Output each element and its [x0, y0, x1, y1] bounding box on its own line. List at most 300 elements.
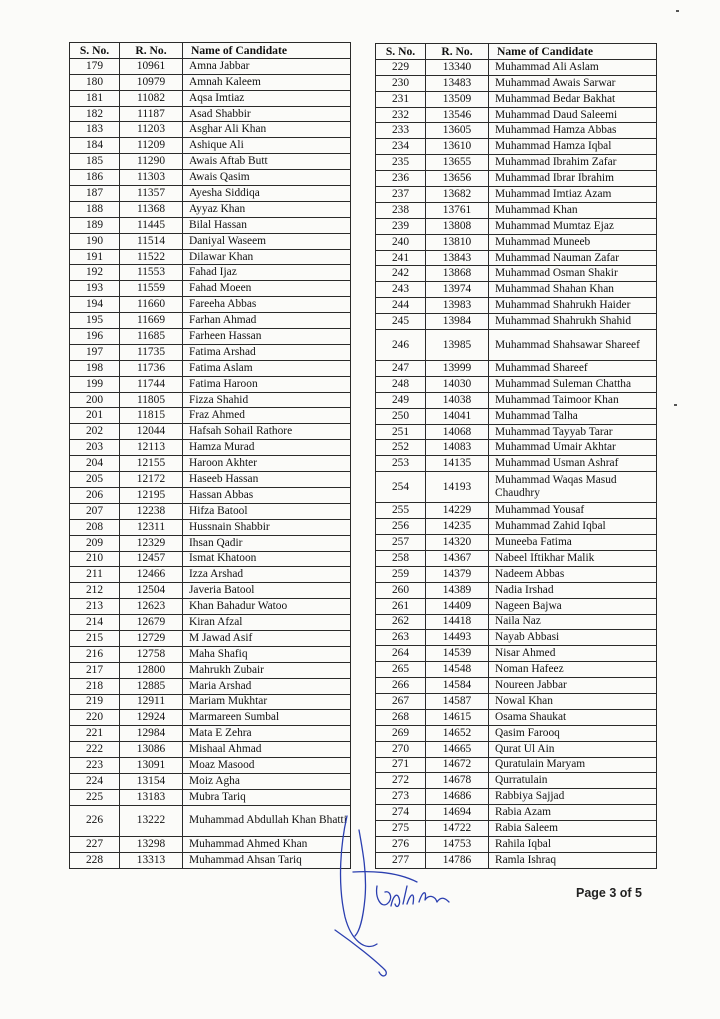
table-row: [70, 615, 351, 631]
sno-cell: 212: [70, 583, 120, 599]
candidate-name-cell: Fatima Aslam: [183, 360, 351, 376]
candidate-name-cell: Muhammad Awais Sarwar: [489, 75, 657, 91]
candidate-name-cell: Fizza Shahid: [183, 392, 351, 408]
header-sno: S. No.: [70, 43, 120, 59]
rno-cell: 14038: [426, 392, 489, 408]
sno-cell: 185: [70, 154, 120, 170]
sno-cell: 256: [376, 519, 426, 535]
table-row: [70, 694, 351, 710]
table-row: [70, 440, 351, 456]
candidate-name-cell: Mahrukh Zubair: [183, 662, 351, 678]
table-row: [376, 123, 657, 139]
table-row: [376, 218, 657, 234]
table-row: [376, 566, 657, 582]
candidate-name-cell: Fraz Ahmed: [183, 408, 351, 424]
candidate-name-cell: Haseeb Hassan: [183, 472, 351, 488]
table-row: [376, 709, 657, 725]
rno-cell: 14193: [426, 472, 489, 503]
candidate-name-cell: Nowal Khan: [489, 693, 657, 709]
rno-cell: 12800: [120, 662, 183, 678]
candidate-name-cell: Muhammad Muneeb: [489, 234, 657, 250]
rno-cell: 13843: [426, 250, 489, 266]
rno-cell: 11736: [120, 360, 183, 376]
candidate-name-cell: Nageen Bajwa: [489, 598, 657, 614]
candidate-name-cell: Dilawar Khan: [183, 249, 351, 265]
candidate-name-cell: Muhammad Shahrukh Haider: [489, 298, 657, 314]
sno-cell: 224: [70, 773, 120, 789]
rno-cell: 12311: [120, 519, 183, 535]
table-row: [376, 91, 657, 107]
sno-cell: 238: [376, 202, 426, 218]
candidate-name-cell: Qasim Farooq: [489, 725, 657, 741]
table-row: [70, 678, 351, 694]
sno-cell: 273: [376, 789, 426, 805]
table-row: [376, 678, 657, 694]
rno-cell: 14548: [426, 662, 489, 678]
rno-cell: 13340: [426, 59, 489, 75]
sno-cell: 257: [376, 535, 426, 551]
table-row: [70, 472, 351, 488]
sno-cell: 241: [376, 250, 426, 266]
table-row: [70, 805, 351, 836]
candidate-name-cell: Rabia Azam: [489, 805, 657, 821]
rno-cell: 13656: [426, 171, 489, 187]
table-row: [376, 234, 657, 250]
table-row: [376, 107, 657, 123]
rno-cell: 11368: [120, 201, 183, 217]
candidate-name-cell: Muhammad Taimoor Khan: [489, 392, 657, 408]
candidate-name-cell: Fahad Moeen: [183, 281, 351, 297]
candidate-table-left: [69, 42, 351, 869]
sno-cell: 253: [376, 456, 426, 472]
candidate-name-cell: Fatima Arshad: [183, 344, 351, 360]
table-row: [70, 424, 351, 440]
rno-cell: 12466: [120, 567, 183, 583]
candidate-name-cell: Aqsa Imtiaz: [183, 90, 351, 106]
sno-cell: 252: [376, 440, 426, 456]
candidate-name-cell: Muhammad Hamza Abbas: [489, 123, 657, 139]
scan-speck: [676, 10, 679, 12]
table-row: [70, 710, 351, 726]
sno-cell: 275: [376, 821, 426, 837]
candidate-name-cell: Awais Aftab Butt: [183, 154, 351, 170]
candidate-name-cell: Muhammad Shahan Khan: [489, 282, 657, 298]
sno-cell: 255: [376, 503, 426, 519]
sno-cell: 210: [70, 551, 120, 567]
sno-cell: 248: [376, 376, 426, 392]
table-row: [70, 773, 351, 789]
sno-cell: 222: [70, 742, 120, 758]
sno-cell: 264: [376, 646, 426, 662]
candidate-name-cell: Muhammad Tayyab Tarar: [489, 424, 657, 440]
rno-cell: 11735: [120, 344, 183, 360]
scan-speck: [674, 404, 677, 406]
table-row: [70, 265, 351, 281]
rno-cell: 14320: [426, 535, 489, 551]
sno-cell: 188: [70, 201, 120, 217]
table-row: [376, 773, 657, 789]
sno-cell: 227: [70, 836, 120, 852]
candidate-name-cell: Rabbiya Sajjad: [489, 789, 657, 805]
rno-cell: 11559: [120, 281, 183, 297]
rno-cell: 13313: [120, 852, 183, 868]
rno-cell: 11685: [120, 329, 183, 345]
sno-cell: 237: [376, 187, 426, 203]
table-row: [70, 376, 351, 392]
table-row: [70, 138, 351, 154]
candidate-name-cell: Farheen Hassan: [183, 329, 351, 345]
rno-cell: 13682: [426, 187, 489, 203]
table-row: [376, 535, 657, 551]
table-row: [70, 836, 351, 852]
rno-cell: 10979: [120, 74, 183, 90]
rno-cell: 13091: [120, 758, 183, 774]
sno-cell: 267: [376, 693, 426, 709]
rno-cell: 13483: [426, 75, 489, 91]
candidate-name-cell: Fahad Ijaz: [183, 265, 351, 281]
table-row: [70, 852, 351, 868]
table-row: [376, 503, 657, 519]
sno-cell: 182: [70, 106, 120, 122]
sno-cell: 180: [70, 74, 120, 90]
rno-cell: 12924: [120, 710, 183, 726]
rno-cell: 12155: [120, 456, 183, 472]
rno-cell: 14135: [426, 456, 489, 472]
rno-cell: 14229: [426, 503, 489, 519]
table-row: [70, 630, 351, 646]
sno-cell: 206: [70, 487, 120, 503]
rno-cell: 14722: [426, 821, 489, 837]
candidate-name-cell: Ayesha Siddiqa: [183, 186, 351, 202]
sno-cell: 200: [70, 392, 120, 408]
candidate-name-cell: Muhammad Ibrar Ibrahim: [489, 171, 657, 187]
rno-cell: 12238: [120, 503, 183, 519]
rno-cell: 10961: [120, 58, 183, 74]
candidate-name-cell: Muneeba Fatima: [489, 535, 657, 551]
table-row: [70, 487, 351, 503]
sno-cell: 231: [376, 91, 426, 107]
sno-cell: 240: [376, 234, 426, 250]
rno-cell: 13298: [120, 836, 183, 852]
candidate-name-cell: Nayab Abbasi: [489, 630, 657, 646]
table-row: [376, 582, 657, 598]
rno-cell: 11445: [120, 217, 183, 233]
candidate-name-cell: Fareeha Abbas: [183, 297, 351, 313]
sno-cell: 269: [376, 725, 426, 741]
rno-cell: 11744: [120, 376, 183, 392]
sno-cell: 239: [376, 218, 426, 234]
rno-cell: 12623: [120, 599, 183, 615]
table-row: [376, 392, 657, 408]
table-header-row: [376, 44, 657, 60]
rno-cell: 13984: [426, 314, 489, 330]
rno-cell: 14409: [426, 598, 489, 614]
table-row: [376, 614, 657, 630]
table-row: [376, 266, 657, 282]
sno-cell: 262: [376, 614, 426, 630]
rno-cell: 12679: [120, 615, 183, 631]
table-row: [70, 551, 351, 567]
sno-cell: 217: [70, 662, 120, 678]
rno-cell: 14235: [426, 519, 489, 535]
candidate-name-cell: Fatima Haroon: [183, 376, 351, 392]
rno-cell: 14584: [426, 678, 489, 694]
candidate-name-cell: Asad Shabbir: [183, 106, 351, 122]
sno-cell: 197: [70, 344, 120, 360]
sno-cell: 244: [376, 298, 426, 314]
table-row: [70, 233, 351, 249]
table-row: [376, 598, 657, 614]
header-name: Name of Candidate: [489, 44, 657, 60]
candidate-name-cell: Noman Hafeez: [489, 662, 657, 678]
table-row: [376, 472, 657, 503]
candidate-name-cell: Hamza Murad: [183, 440, 351, 456]
candidate-name-cell: Hifza Batool: [183, 503, 351, 519]
sno-cell: 230: [376, 75, 426, 91]
rno-cell: 14083: [426, 440, 489, 456]
table-row: [70, 519, 351, 535]
sno-cell: 184: [70, 138, 120, 154]
sno-cell: 193: [70, 281, 120, 297]
table-body-left: [70, 58, 351, 868]
table-row: [70, 90, 351, 106]
sno-cell: 223: [70, 758, 120, 774]
table-header-row: [70, 43, 351, 59]
rno-cell: 14539: [426, 646, 489, 662]
candidate-name-cell: Kiran Afzal: [183, 615, 351, 631]
candidate-name-cell: Rahila Iqbal: [489, 836, 657, 852]
table-row: [376, 440, 657, 456]
table-row: [376, 725, 657, 741]
candidate-name-cell: Ihsan Qadir: [183, 535, 351, 551]
candidate-name-cell: Muhammad Umair Akhtar: [489, 440, 657, 456]
candidate-name-cell: Farhan Ahmad: [183, 313, 351, 329]
candidate-name-cell: Hassan Abbas: [183, 487, 351, 503]
candidate-name-cell: Muhammad Mumtaz Ejaz: [489, 218, 657, 234]
rno-cell: 12329: [120, 535, 183, 551]
candidate-name-cell: Haroon Akhter: [183, 456, 351, 472]
candidate-name-cell: Hafsah Sohail Rathore: [183, 424, 351, 440]
table-row: [376, 139, 657, 155]
rno-cell: 12113: [120, 440, 183, 456]
rno-cell: 11553: [120, 265, 183, 281]
candidate-name-cell: Qurratulain: [489, 773, 657, 789]
table-row: [376, 202, 657, 218]
sno-cell: 203: [70, 440, 120, 456]
rno-cell: 12195: [120, 487, 183, 503]
table-row: [70, 74, 351, 90]
table-row: [70, 726, 351, 742]
rno-cell: 13605: [426, 123, 489, 139]
rno-cell: 13974: [426, 282, 489, 298]
rno-cell: 14493: [426, 630, 489, 646]
rno-cell: 11187: [120, 106, 183, 122]
table-row: [70, 58, 351, 74]
candidate-name-cell: Muhammad Osman Shakir: [489, 266, 657, 282]
sno-cell: 243: [376, 282, 426, 298]
table-row: [70, 408, 351, 424]
candidate-table-right: [375, 43, 657, 869]
rno-cell: 12044: [120, 424, 183, 440]
sno-cell: 247: [376, 361, 426, 377]
table-row: [376, 282, 657, 298]
sno-cell: 236: [376, 171, 426, 187]
candidate-name-cell: Muhammad Ahsan Tariq: [183, 852, 351, 868]
candidate-name-cell: Awais Qasim: [183, 170, 351, 186]
table-row: [376, 298, 657, 314]
sno-cell: 277: [376, 852, 426, 868]
table-row: [70, 201, 351, 217]
candidate-name-cell: Quratulain Maryam: [489, 757, 657, 773]
table-row: [70, 344, 351, 360]
table-row: [70, 360, 351, 376]
sno-cell: 189: [70, 217, 120, 233]
candidate-name-cell: Muhammad Ahmed Khan: [183, 836, 351, 852]
candidate-name-cell: Mishaal Ahmad: [183, 742, 351, 758]
candidate-name-cell: Muhammad Talha: [489, 408, 657, 424]
sno-cell: 196: [70, 329, 120, 345]
rno-cell: 13999: [426, 361, 489, 377]
table-row: [376, 693, 657, 709]
candidate-name-cell: Nisar Ahmed: [489, 646, 657, 662]
table-row: [376, 59, 657, 75]
sno-cell: 260: [376, 582, 426, 598]
candidate-name-cell: Hussnain Shabbir: [183, 519, 351, 535]
sno-cell: 221: [70, 726, 120, 742]
sno-cell: 205: [70, 472, 120, 488]
rno-cell: 14753: [426, 836, 489, 852]
table-row: [376, 187, 657, 203]
sno-cell: 215: [70, 630, 120, 646]
candidate-name-cell: Muhammad Waqas Masud Chaudhry: [489, 472, 657, 503]
rno-cell: 13509: [426, 91, 489, 107]
candidate-name-cell: Izza Arshad: [183, 567, 351, 583]
candidate-name-cell: Muhammad Usman Ashraf: [489, 456, 657, 472]
sno-cell: 187: [70, 186, 120, 202]
sno-cell: 235: [376, 155, 426, 171]
candidate-name-cell: Muhammad Ali Aslam: [489, 59, 657, 75]
table-row: [376, 757, 657, 773]
rno-cell: 12911: [120, 694, 183, 710]
candidate-name-cell: Bilal Hassan: [183, 217, 351, 233]
table-row: [70, 122, 351, 138]
candidate-name-cell: Ashique Ali: [183, 138, 351, 154]
rno-cell: 12984: [120, 726, 183, 742]
sno-cell: 190: [70, 233, 120, 249]
sno-cell: 179: [70, 58, 120, 74]
rno-cell: 14665: [426, 741, 489, 757]
candidate-name-cell: Marmareen Sumbal: [183, 710, 351, 726]
candidate-name-cell: Muhammad Khan: [489, 202, 657, 218]
candidate-name-cell: Nadeem Abbas: [489, 566, 657, 582]
page-number: Page 3 of 5: [576, 886, 642, 900]
sno-cell: 246: [376, 330, 426, 361]
sno-cell: 201: [70, 408, 120, 424]
candidate-name-cell: Muhammad Shahsawar Shareef: [489, 330, 657, 361]
table-row: [70, 313, 351, 329]
header-rno: R. No.: [426, 44, 489, 60]
table-row: [376, 155, 657, 171]
sno-cell: 181: [70, 90, 120, 106]
handwritten-signature-icon: [325, 812, 465, 982]
sno-cell: 216: [70, 646, 120, 662]
table-row: [70, 329, 351, 345]
rno-cell: 13183: [120, 789, 183, 805]
candidate-name-cell: Muhammad Shareef: [489, 361, 657, 377]
candidate-name-cell: Nabeel Iftikhar Malik: [489, 550, 657, 566]
candidate-name-cell: Rabia Saleem: [489, 821, 657, 837]
table-row: [70, 535, 351, 551]
rno-cell: 11082: [120, 90, 183, 106]
table-row: [70, 789, 351, 805]
candidate-name-cell: Amna Jabbar: [183, 58, 351, 74]
rno-cell: 14030: [426, 376, 489, 392]
rno-cell: 12758: [120, 646, 183, 662]
rno-cell: 13810: [426, 234, 489, 250]
rno-cell: 11660: [120, 297, 183, 313]
candidate-name-cell: Daniyal Waseem: [183, 233, 351, 249]
rno-cell: 14694: [426, 805, 489, 821]
sno-cell: 229: [376, 59, 426, 75]
table-row: [376, 789, 657, 805]
table-row: [70, 758, 351, 774]
rno-cell: 12885: [120, 678, 183, 694]
candidate-name-cell: Javeria Batool: [183, 583, 351, 599]
sno-cell: 207: [70, 503, 120, 519]
table-row: [70, 186, 351, 202]
rno-cell: 14587: [426, 693, 489, 709]
table-row: [70, 742, 351, 758]
table-row: [70, 456, 351, 472]
sno-cell: 195: [70, 313, 120, 329]
rno-cell: 13761: [426, 202, 489, 218]
table-row: [376, 550, 657, 566]
rno-cell: 13983: [426, 298, 489, 314]
rno-cell: 11669: [120, 313, 183, 329]
candidate-name-cell: Qurat Ul Ain: [489, 741, 657, 757]
candidate-name-cell: Moaz Masood: [183, 758, 351, 774]
rno-cell: 14418: [426, 614, 489, 630]
table-row: [70, 646, 351, 662]
rno-cell: 11815: [120, 408, 183, 424]
rno-cell: 14068: [426, 424, 489, 440]
rno-cell: 13546: [426, 107, 489, 123]
rno-cell: 13222: [120, 805, 183, 836]
sno-cell: 245: [376, 314, 426, 330]
header-sno: S. No.: [376, 44, 426, 60]
table-row: [70, 567, 351, 583]
sno-cell: 218: [70, 678, 120, 694]
candidate-name-cell: Muhammad Daud Saleemi: [489, 107, 657, 123]
candidate-name-cell: Maria Arshad: [183, 678, 351, 694]
table-row: [70, 599, 351, 615]
header-name: Name of Candidate: [183, 43, 351, 59]
sno-cell: 226: [70, 805, 120, 836]
rno-cell: 13868: [426, 266, 489, 282]
table-row: [70, 503, 351, 519]
sno-cell: 211: [70, 567, 120, 583]
sno-cell: 233: [376, 123, 426, 139]
rno-cell: 14678: [426, 773, 489, 789]
sno-cell: 228: [70, 852, 120, 868]
sno-cell: 261: [376, 598, 426, 614]
sno-cell: 208: [70, 519, 120, 535]
sno-cell: 254: [376, 472, 426, 503]
table-row: [376, 250, 657, 266]
table-row: [376, 424, 657, 440]
sno-cell: 194: [70, 297, 120, 313]
rno-cell: 11514: [120, 233, 183, 249]
